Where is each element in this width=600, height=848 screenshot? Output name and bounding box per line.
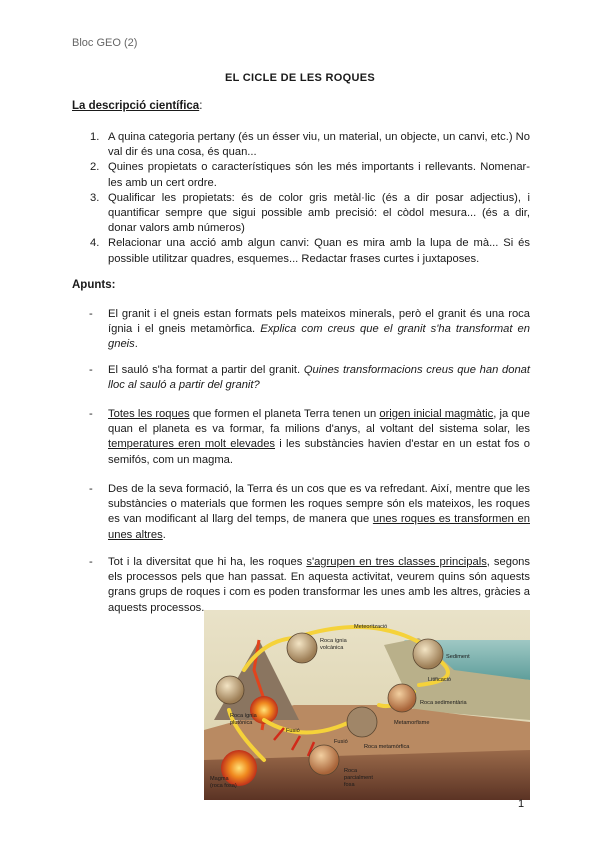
list-number: 3. (90, 191, 100, 204)
text-run: Des de la seva formació, la Terra és un cos que es va refredant. Així, mentre que les substàncies o materials que formen les roques sempre són els mateixos, les roques es van modificant al llarg del temps, de manera que (108, 483, 530, 526)
list-item-text: A quina categoria pertany (és un ésser viu, un material, un objecte, un canvi, etc.) No val dir és una cosa, és quan... (108, 131, 530, 159)
bullet-dash: - (89, 308, 93, 320)
rock-metamorphic (347, 707, 377, 737)
numbered-list (72, 130, 530, 267)
text-run: , ja que quan el planeta es va formar, fa milions d'anys, al voltant del sistema solar, les (108, 408, 530, 436)
rock-partial-melt (309, 745, 339, 775)
section-heading-description (72, 100, 202, 112)
underlined-text: Totes les roques (108, 408, 190, 420)
label-metamorfisme: Metamorfisme (394, 720, 430, 726)
rock-cycle-diagram (204, 610, 530, 800)
list-item (72, 160, 530, 190)
bullet-dash: - (89, 556, 93, 568)
italic-question: Explica com creus que el granit s'ha transformat en gneis (108, 323, 530, 351)
section-heading-description-text: La descripció científica (72, 100, 200, 112)
bullet-dash: - (89, 364, 93, 376)
list-number: 4. (90, 237, 100, 250)
rock-volcanic (287, 633, 317, 663)
heading-colon: : (199, 100, 203, 112)
bullet-dash: - (89, 483, 93, 495)
page-number: 1 (518, 798, 525, 810)
label-metamorfica: Roca metamòrfica (364, 744, 410, 750)
list-item-text: Relacionar una acció amb algun canvi: Quan es mira amb la lupa de mà... Si és possible utilitzar quadres, esquemes... Redactar frases curtes i juxtaposes. (108, 237, 530, 265)
underlined-text: s'agrupen en tres classes principals (306, 556, 487, 568)
section-heading-notes: Apunts: (72, 279, 116, 291)
document-title: EL CICLE DE LES ROQUES (224, 72, 376, 84)
label-litificacio: Litificació (428, 677, 452, 683)
label-volcanic-1: Roca ígnia (320, 638, 347, 644)
label-parcial-2: parcialment (344, 775, 373, 781)
text-run: que formen el planeta Terra tenen un (189, 408, 380, 420)
text-run: i les substàncies havien d'estar en un estat fos o semifós, com un magma. (108, 438, 530, 466)
bullet-text (108, 407, 530, 468)
label-plutonica-2: plutònica (230, 720, 253, 726)
bullet-item (72, 307, 530, 353)
list-item (72, 191, 530, 237)
bullet-text (108, 555, 530, 616)
text-run: . (162, 528, 166, 541)
label-sedimentaria: Roca sedimentària (420, 700, 467, 706)
list-item-text: Qualificar les propietats: és de color gris metàl·lic (és a dir posar adjectius), i quantificar sempre que sigui possible amb precisió: el còdol mesura... (és a dir, donar valors amb números) (108, 191, 530, 235)
label-magma-1: Magma (210, 776, 229, 782)
underlined-text: unes roques es transformen en unes altres (108, 513, 530, 541)
bullet-text (108, 363, 530, 393)
bullet-text (108, 307, 530, 353)
bullet-item (72, 363, 530, 393)
text-run: . (134, 338, 138, 351)
text-run: El sauló s'ha format a partir del granit. (108, 364, 304, 376)
text-run: El granit i el gneis estan formats pels mateixos minerals, però el granit és una roca ígnia i el gneis metamòrfica. (108, 308, 530, 336)
label-fusio-2: Fusió (334, 739, 348, 745)
text-run: Tot i la diversitat que hi ha, les roques (108, 556, 307, 568)
rock-plutonic (216, 676, 244, 704)
label-parcial-1: Roca (344, 768, 358, 774)
list-item (72, 236, 530, 266)
list-number: 1. (90, 131, 100, 143)
list-item (72, 130, 530, 160)
bullet-item (72, 555, 530, 616)
bullet-text (108, 482, 530, 543)
list-item-text: Quines propietats o característiques són les més importants i rellevants. Nomenar-les amb un cert ordre. (108, 161, 530, 189)
rock-sediment (413, 639, 443, 669)
label-plutonica-1: Roca ígnia (230, 713, 257, 719)
document-header: Bloc GEO (2) (72, 37, 138, 49)
label-parcial-3: fosa (344, 782, 355, 788)
bullet-item (72, 482, 530, 543)
label-volcanic-2: volcànica (320, 645, 344, 651)
label-meteoritzacio: Meteorització (354, 624, 388, 630)
underlined-text: origen inicial magmàtic (379, 408, 494, 420)
italic-question: Quines transformacions creus que han donat lloc al sauló a partir del granit? (108, 364, 530, 392)
rock-sedimentary (388, 684, 416, 712)
text-run: , segons els processos pels que han passat. En aquesta activitat, veurem quins són aquests grans grups de roques i com es poden transformar les unes amb les altres, gràcies a aquests processos. (108, 556, 530, 614)
list-number: 2. (90, 161, 100, 174)
label-sediment: Sediment (446, 654, 470, 660)
label-magma-2: (roca fosa) (210, 783, 237, 789)
bullet-dash: - (89, 408, 93, 420)
underlined-text: temperatures eren molt elevades (108, 438, 276, 451)
bullet-item (72, 407, 530, 468)
label-fusio-1: Fusió (286, 728, 300, 734)
